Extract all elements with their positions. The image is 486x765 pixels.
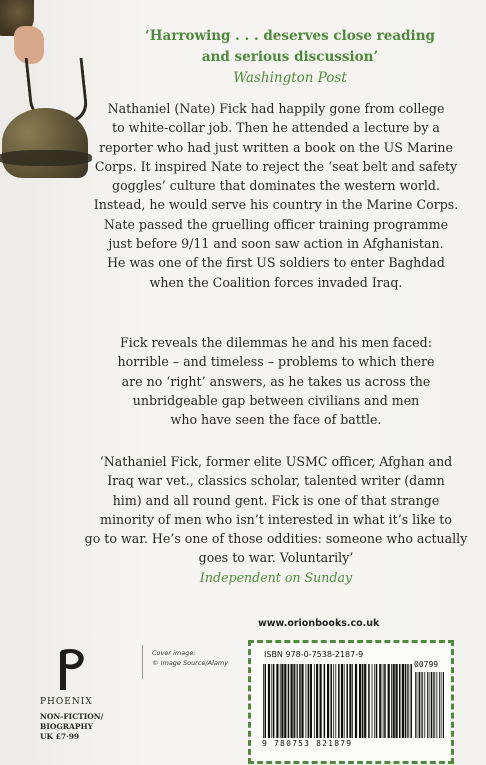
barcode-bar	[402, 664, 404, 738]
barcode-bar	[364, 664, 366, 738]
barcode-bar	[316, 664, 318, 738]
cover-image-credit	[152, 648, 228, 668]
quote-source: Washington Post	[233, 70, 347, 86]
paragraph-line: are no ‘right’ answers, as he takes us across the	[121, 373, 431, 389]
paragraph-line: horrible – and timeless – problems to which there	[117, 354, 435, 370]
quote-line: go to war. He’s one of those oddities: someone who actually	[84, 531, 468, 547]
quote-source: Independent on Sunday	[199, 569, 353, 585]
publisher-website[interactable]: www.orionbooks.co.uk	[258, 618, 380, 629]
barcode-bar	[306, 664, 307, 738]
barcode-bar	[324, 664, 326, 738]
barcode-bar	[368, 664, 370, 738]
barcode-bar	[263, 664, 264, 738]
quote-line: and serious discussion’	[201, 49, 379, 65]
barcode-bar	[335, 664, 336, 738]
barcode-bar	[391, 664, 392, 738]
paragraph-line: unbridgeable gap between civilians and men	[132, 392, 420, 408]
barcode-bar	[372, 664, 373, 738]
barcode-bar	[280, 664, 281, 738]
barcode-bar	[388, 664, 390, 738]
blurb-line: Nathaniel (Nate) Fick had happily gone from college	[107, 101, 445, 116]
barcode-bar	[320, 664, 322, 738]
barcode-bar	[421, 672, 422, 738]
barcode-bar	[379, 664, 381, 738]
price-addon-number: 00799	[414, 660, 439, 669]
barcode-bar	[393, 664, 395, 738]
barcode-bar	[327, 664, 329, 738]
barcode-bar	[399, 664, 401, 738]
barcode-bar	[424, 672, 425, 738]
barcode-bar	[284, 664, 286, 738]
barcode-bar	[331, 664, 333, 738]
genre-block	[40, 712, 103, 742]
genre-line: NON-FICTION/	[40, 712, 104, 721]
barcode-bar	[333, 664, 334, 738]
barcode-bar	[359, 664, 361, 738]
paragraph-line: who have seen the face of battle.	[170, 412, 382, 428]
barcode-bar	[299, 664, 301, 738]
barcode-bar	[349, 664, 351, 738]
barcode-bar	[314, 664, 315, 738]
barcode-bar	[268, 664, 270, 738]
bottom-review-quote	[76, 452, 476, 587]
helmet-rim-shape	[0, 150, 92, 166]
barcode-bar	[408, 664, 409, 738]
barcode-bar	[297, 664, 298, 738]
top-review-quote	[120, 26, 460, 89]
barcode-bar	[419, 672, 421, 738]
barcode-bar	[396, 664, 398, 738]
barcode-bar	[301, 664, 303, 738]
barcode-bar	[355, 664, 357, 738]
barcode-bar	[439, 672, 440, 738]
blurb-line: He was one of the first US soldiers to enter Baghdad	[107, 255, 445, 271]
price-label: UK £7·99	[40, 732, 80, 741]
quote-line: ‘Harrowing . . . deserves close reading	[145, 28, 435, 44]
barcode-bar	[407, 664, 408, 738]
quote-line: ‘Nathaniel Fick, former elite USMC officer, Afghan and	[99, 454, 453, 469]
barcode-bar	[296, 664, 297, 738]
credit-label: Cover image:	[152, 649, 196, 657]
quote-line: goes to war. Voluntarily’	[198, 550, 354, 566]
barcode-bar	[405, 664, 407, 738]
barcode-bar	[376, 664, 378, 738]
barcode-bar	[308, 664, 310, 738]
barcode-bar	[433, 672, 434, 738]
quote-line: him) and all round gent. Fick is one of that strange	[112, 492, 440, 508]
barcode-bar	[347, 664, 349, 738]
credit-value: © Image Source/Alamy	[152, 659, 229, 667]
ean-number: 9 780753 821879	[262, 739, 353, 748]
publisher-name: PHOENIX	[40, 697, 93, 707]
barcode-bar	[411, 664, 413, 738]
genre-line: BIOGRAPHY	[40, 722, 93, 731]
barcode-bar	[374, 664, 375, 738]
barcode-bar	[271, 664, 272, 738]
barcode-bar	[437, 672, 438, 738]
barcode-bar	[344, 664, 345, 738]
barcode-bar	[429, 672, 430, 738]
barcode-bar	[443, 672, 444, 738]
blurb-line: goggles’ culture that dominates the western world.	[112, 178, 440, 194]
blurb-line: when the Coalition forces invaded Iraq.	[149, 274, 403, 290]
barcode-bar	[441, 672, 442, 738]
barcode-bar	[265, 664, 267, 738]
blurb-line: to white-collar job. Then he attended a lecture by a	[112, 120, 440, 136]
ean-barcode	[262, 664, 412, 738]
paragraph-line: Fick reveals the dilemmas he and his men faced:	[120, 335, 432, 350]
barcode-bar	[362, 664, 364, 738]
barcode-bar	[415, 672, 416, 738]
helmet-shape	[2, 108, 88, 178]
blurb-line: Instead, he would serve his country in the Marine Corps.	[93, 197, 459, 213]
barcode-bar	[338, 664, 340, 738]
blurb-paragraph	[86, 99, 466, 292]
barcode-bar	[417, 672, 418, 738]
phoenix-logo-icon	[54, 646, 88, 692]
barcode-bar	[352, 664, 353, 738]
barcode-bar	[434, 672, 435, 738]
blurb-line: reporter who had just written a book on the US Marine	[99, 139, 453, 155]
barcode-bar	[422, 672, 423, 738]
credit-divider	[142, 645, 143, 679]
blurb-line: Corps. It inspired Nate to reject the ‘seat belt and safety	[94, 158, 458, 174]
barcode-bar	[293, 664, 295, 738]
barcode-bar	[427, 672, 428, 738]
barcode-bar	[273, 664, 275, 738]
second-paragraph	[86, 333, 466, 429]
quote-line: minority of men who isn’t interested in what it’s like to	[100, 511, 452, 527]
blurb-line: just before 9/11 and soon saw action in Afghanistan.	[108, 236, 444, 252]
addon-barcode	[414, 672, 444, 738]
isbn-label: ISBN 978-0-7538-2187-9	[264, 650, 364, 659]
quote-line: Iraq war vet., classics scholar, talented writer (damn	[107, 473, 445, 489]
barcode-bar	[291, 664, 293, 738]
barcode-bar	[281, 664, 283, 738]
barcode-bar	[288, 664, 290, 738]
blurb-line: Nate passed the gruelling officer training programme	[103, 216, 449, 232]
barcode-bar	[383, 664, 384, 738]
barcode-bar	[431, 672, 433, 738]
barcode-bar	[384, 664, 386, 738]
barcode-bar	[276, 664, 278, 738]
barcode-bar	[341, 664, 343, 738]
barcode-bar	[310, 664, 312, 738]
